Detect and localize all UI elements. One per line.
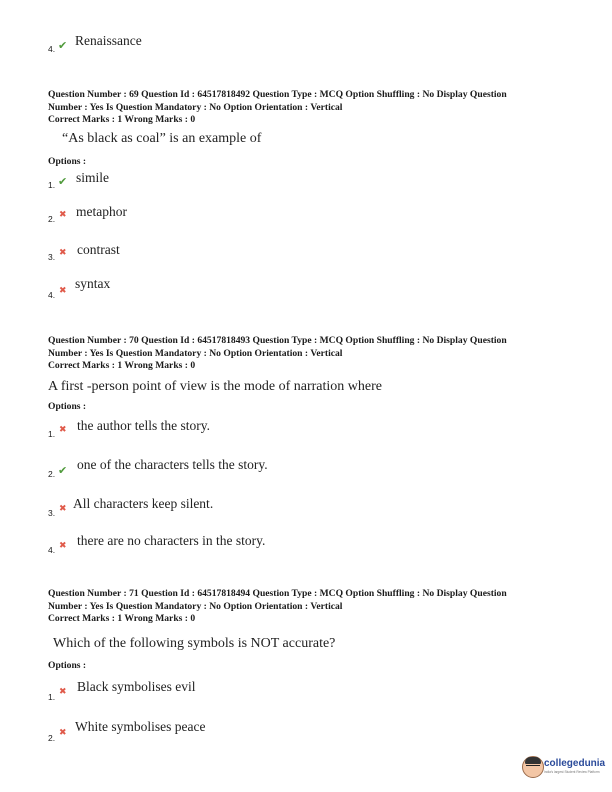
option-number: 1.: [48, 429, 56, 439]
option-text: simile: [76, 170, 109, 185]
question-meta: Question Number : 71 Question Id : 64517818494 Question Type : MCQ Option Shuffling : No Display Question Number : Yes Is Question Mandatory : No Option Orientation : Vertical Correct Marks : 1 Wrong Marks : 0: [48, 588, 507, 624]
question-meta: Question Number : 70 Question Id : 64517818493 Question Type : MCQ Option Shuffling : No Display Question Number : Yes Is Question Mandatory : No Option Orientation : Vertical Correct Marks : 1 Wrong Marks : 0: [48, 335, 507, 371]
logo-text: collegedunia: [544, 758, 606, 769]
cross-icon: ✖: [59, 504, 67, 514]
option-text: White symbolises peace: [75, 719, 206, 734]
question-stem: “As black as coal” is an example of: [62, 131, 262, 146]
options-label: Options :: [48, 401, 87, 412]
option-number: 2.: [48, 214, 56, 224]
option-text: Renaissance: [75, 33, 142, 48]
option-number: 4.: [48, 290, 56, 300]
check-icon: ✔: [58, 39, 68, 52]
option-number: 1.: [48, 180, 56, 190]
option-number: 3.: [48, 508, 56, 518]
mascot-icon: [522, 756, 544, 778]
option-number: 2.: [48, 469, 56, 479]
option-text: contrast: [77, 242, 120, 257]
options-label: Options :: [48, 660, 87, 671]
cross-icon: ✖: [59, 286, 67, 296]
logo-tagline: India's largest Student Review Platform: [544, 770, 600, 774]
option-number: 2.: [48, 733, 56, 743]
option-number: 4.: [48, 545, 56, 555]
option-text: one of the characters tells the story.: [77, 457, 268, 472]
cross-icon: ✖: [59, 248, 67, 258]
option-number: 4.: [48, 44, 56, 54]
option-text: syntax: [75, 276, 111, 291]
cross-icon: ✖: [59, 541, 67, 551]
option-text: All characters keep silent.: [73, 496, 214, 511]
check-icon: ✔: [58, 464, 68, 477]
cross-icon: ✖: [59, 728, 67, 738]
option-number: 3.: [48, 252, 56, 262]
cross-icon: ✖: [59, 210, 67, 220]
option-text: the author tells the story.: [77, 418, 210, 433]
option-text: there are no characters in the story.: [77, 533, 266, 548]
options-label: Options :: [48, 156, 87, 167]
cross-icon: ✖: [59, 425, 67, 435]
option-text: Black symbolises evil: [77, 679, 196, 694]
option-text: metaphor: [76, 204, 127, 219]
collegedunia-logo: [522, 756, 608, 782]
question-stem: A first -person point of view is the mode of narration where: [48, 379, 382, 394]
question-stem: Which of the following symbols is NOT accurate?: [53, 636, 336, 651]
check-icon: ✔: [58, 175, 68, 188]
question-meta: Question Number : 69 Question Id : 64517818492 Question Type : MCQ Option Shuffling : No Display Question Number : Yes Is Question Mandatory : No Option Orientation : Vertical Correct Marks : 1 Wrong Marks : 0: [48, 89, 507, 125]
option-number: 1.: [48, 692, 56, 702]
cross-icon: ✖: [59, 687, 67, 697]
